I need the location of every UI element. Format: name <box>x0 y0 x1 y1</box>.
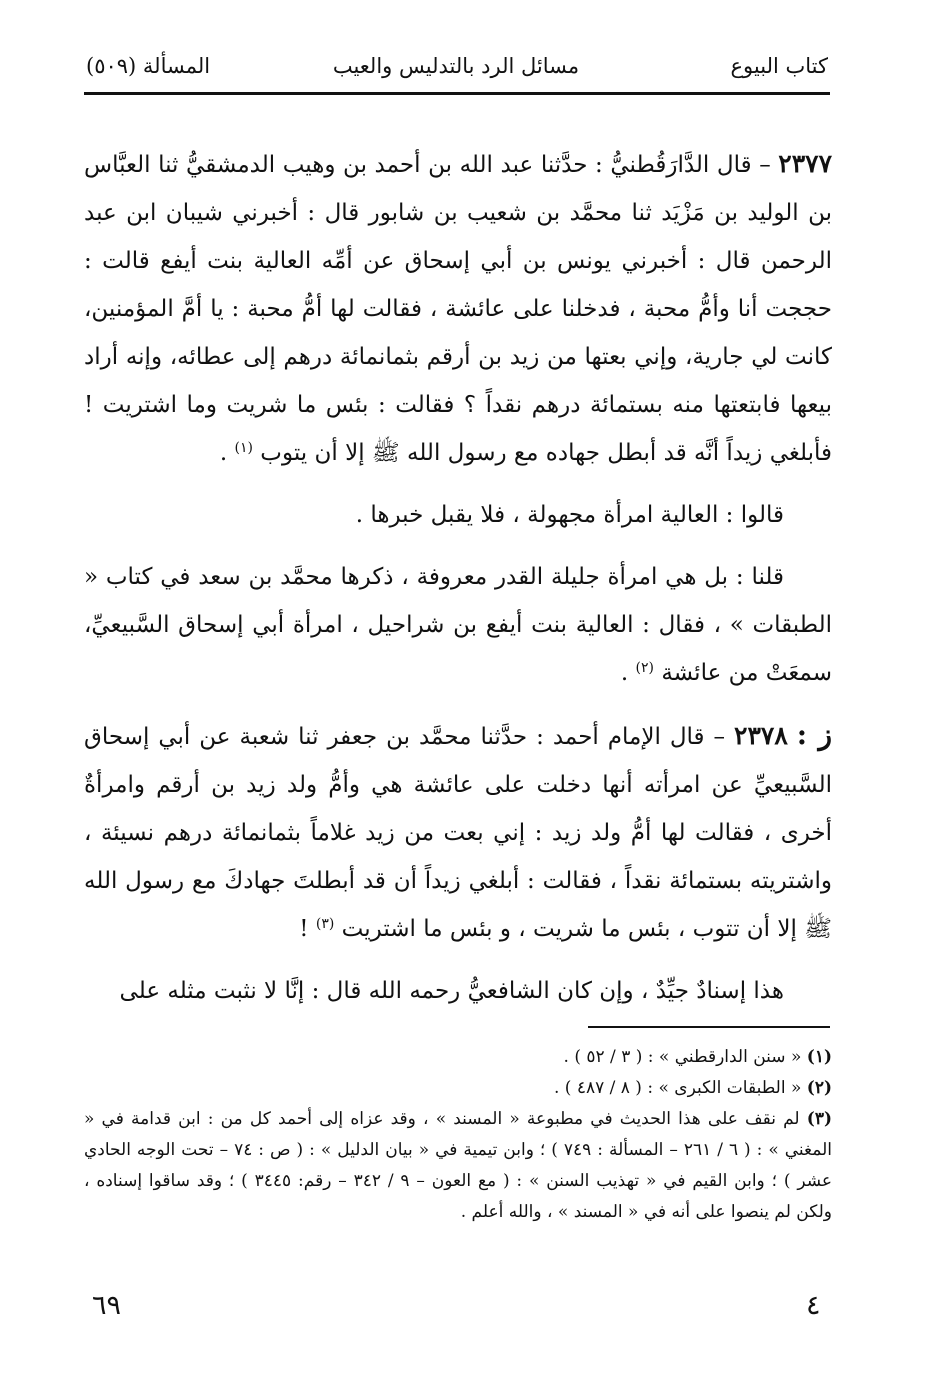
addition-mark: ز : <box>796 718 833 751</box>
footnote-2 <box>84 1073 832 1104</box>
paragraph-end: . <box>219 440 235 466</box>
header-rule <box>84 92 830 95</box>
page-number: ٦٩ <box>92 1290 122 1321</box>
paragraph-2377 <box>84 140 832 477</box>
footnote-text: « الطبقات الكبرى » : ( ٨ / ٤٨٧ ) . <box>553 1078 802 1098</box>
paragraph-end: . <box>620 660 636 686</box>
footnote-label: (١) <box>806 1047 832 1067</box>
footnotes <box>84 1042 832 1228</box>
footnote-rule <box>588 1026 830 1028</box>
hadith-number: ٢٣٧٨ <box>734 721 788 750</box>
footnote-3 <box>84 1104 832 1228</box>
main-text <box>84 140 832 1015</box>
paragraph-text: – قال الدَّارَقُطنيُّ : حدَّثنا عبد الله بن أحمد بن وهيب الدمشقيُّ ثنا العبَّاس بن الوليد بن مَزْيَد ثنا محمَّد بن شعيب بن شابور قال : أخبرني شيبان ابن عبد الرحمن قال : أخبرني يونس بن أبي إسحاق عن أمِّه العالية بنت أيفع قالت : حججت أنا وأمُّ محبة ، فدخلنا على عائشة ، فقالت لها أمُّ محبة : يا أمَّ المؤمنين، كانت لي جارية، وإني بعتها من زيد بن أرقم بثمانمائة درهم إلى عطائه، وإنه أراد بيعها فابتعتها منه بستمائة درهم نقداً ؟ فقالت : بئس ما شريت وما اشتريت ! فأبلغي زيداً أنَّه قد أبطل جهاده مع رسول الله ﷺ إلا أن يتوب <box>84 152 832 466</box>
footnote-label: (٣) <box>806 1109 833 1129</box>
signature-number: ٤ <box>806 1290 821 1321</box>
paragraph-text: – قال الإمام أحمد : حدَّثنا محمَّد بن جعفر ثنا شعبة عن أبي إسحاق السَّبيعيِّ عن امرأته أنها دخلت على عائشة هي وأمُّ ولد زيد بن أرقم وامرأةٌ أخرى ، فقالت لها أمُّ ولد زيد : إني بعت من زيد غلاماً بثمانمائة درهم نسيئة ، واشتريته بستمائة نقداً ، فقالت : أبلغي زيداً أن قد أبطلتَ جهادكَ مع رسول الله ﷺ إلا أن تتوب ، بئس ما شريت ، و بئس ما اشتريت <box>84 724 832 942</box>
paragraph-end: ! <box>299 916 316 942</box>
paragraph-reply <box>84 553 832 697</box>
paragraph-objection: قالوا : العالية امرأة مجهولة ، فلا يقبل خبرها . <box>355 502 784 528</box>
footnote-ref: (٢) <box>635 660 654 676</box>
header-issue-number: المسألة (٥٠٩) <box>86 54 211 78</box>
header-chapter-title: مسائل الرد بالتدليس والعيب <box>332 54 580 78</box>
footnote-label: (٢) <box>806 1078 832 1098</box>
header-book-title: كتاب البيوع <box>730 54 828 78</box>
footnote-ref: (١) <box>234 440 253 456</box>
paragraph-text: قلنا : بل هي امرأة جليلة القدر معروفة ، ذكرها محمَّد بن سعد في كتاب « الطبقات » ، فقال : العالية بنت أيفع بن شراحيل ، امرأة أبي إسحاق السَّبيعيِّ، سمعَتْ من عائشة <box>84 564 832 686</box>
hadith-number: ٢٣٧٧ <box>778 149 833 178</box>
paragraph-2378 <box>84 711 832 953</box>
paragraph-isnad: هذا إسنادٌ جيِّدٌ ، وإن كان الشافعيُّ رحمه الله قال : إنَّا لا نثبت مثله على <box>119 978 784 1004</box>
running-header <box>82 46 830 90</box>
footnote-1 <box>84 1042 832 1073</box>
footnote-text: لم نقف على هذا الحديث في مطبوعة « المسند » ، وقد عزاه إلى أحمد كل من : ابن قدامة في « المغني » : ( ٦ / ٢٦١ – المسألة : ٧٤٩ ) ؛ وابن تيمية في « بيان الدليل » : ( ص : ٧٤ – تحت الوجه الحادي عشر ) ؛ وابن القيم في « تهذيب السنن » : ( مع العون – ٩ / ٣٤٢ – رقم: ٣٤٤٥ ) ؛ وقد ساقوا إسناده ، ولكن لم ينصوا على أنه في « المسند » ، والله أعلم . <box>84 1109 833 1222</box>
footnote-ref: (٣) <box>315 916 335 932</box>
footnote-text: « سنن الدارقطني » : ( ٣ / ٥٢ ) . <box>563 1047 802 1067</box>
